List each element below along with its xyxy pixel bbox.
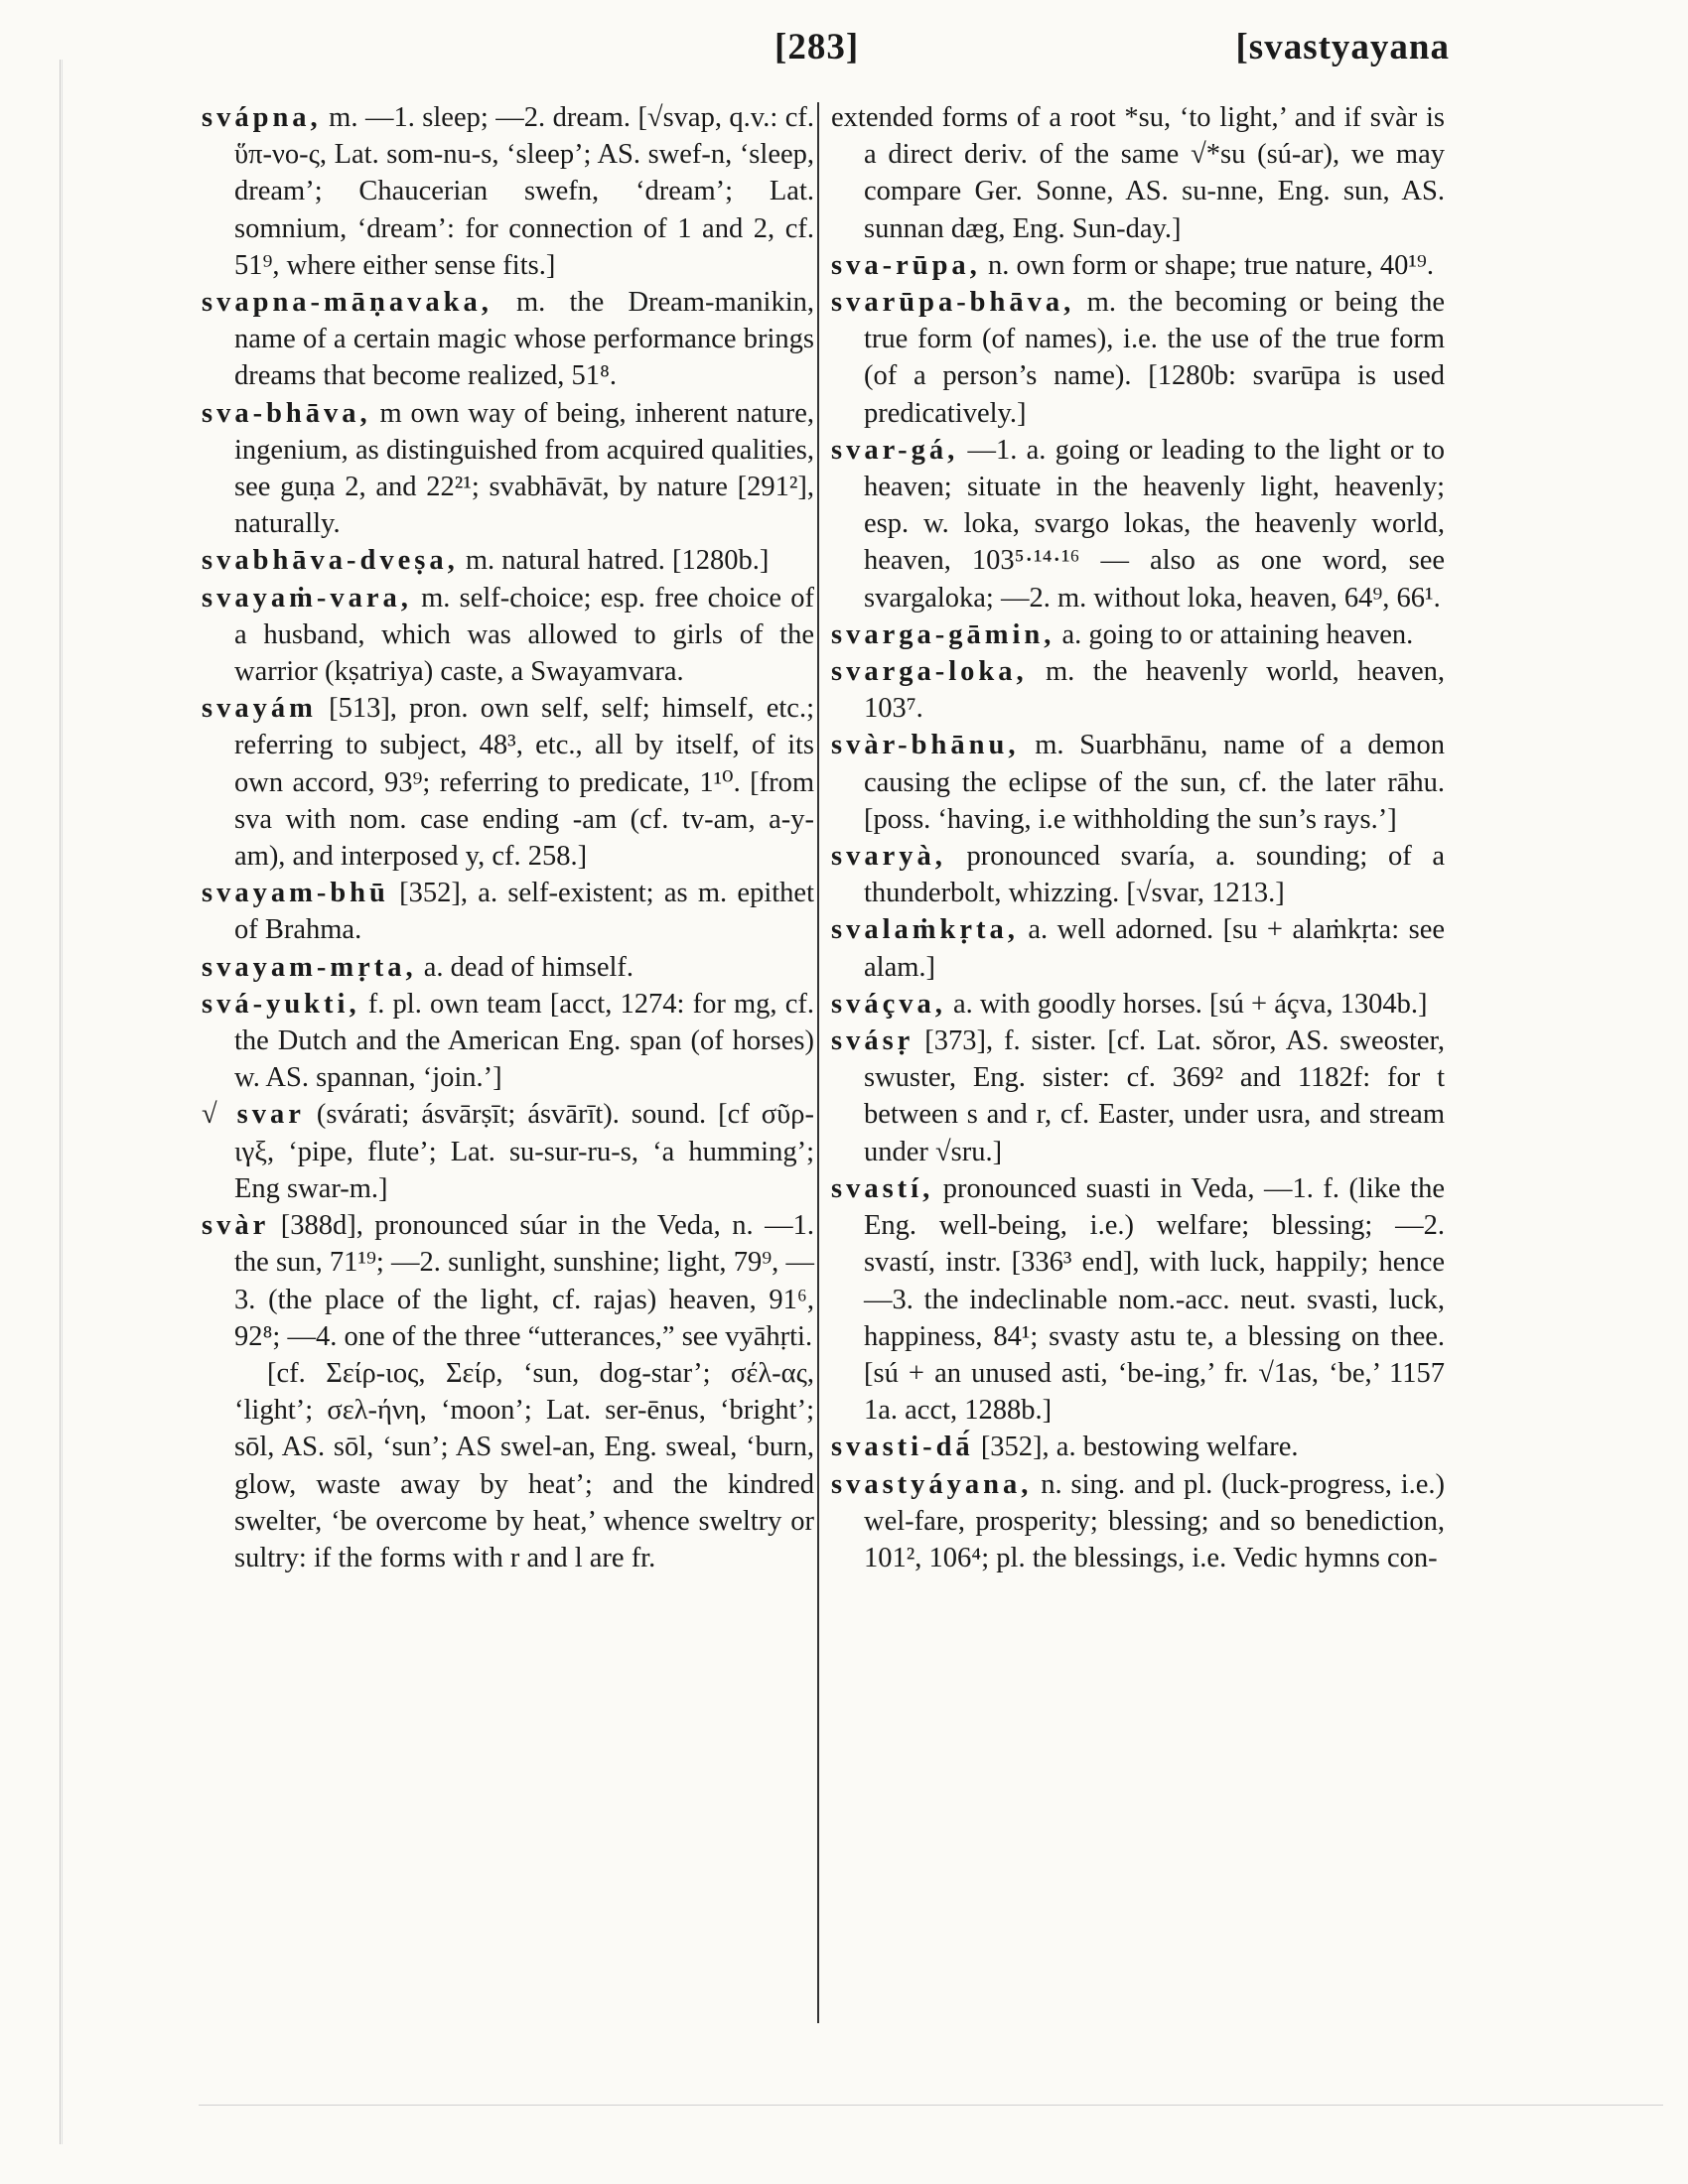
page-number: [283] — [774, 27, 860, 68]
entry-body: [352], a. bestowing welfare. — [973, 1432, 1299, 1463]
entry-body: m. the becoming or being the true form (of names), i.e. the use of the true form (of a person’s name). [1280b: svarūpa is used predicatively.] — [864, 287, 1445, 429]
dictionary-entry — [831, 911, 1445, 985]
dictionary-entry — [831, 1429, 1445, 1465]
headword: svasti-dā́ — [831, 1432, 974, 1463]
headword: svá-yukti, — [202, 988, 360, 1020]
entry-body: —1. a. going or leading to the light or to heaven; situate in the heavenly light, heavenly; esp. w. loka, svargo lokas, the heavenly world, heaven, 103⁵·¹⁴·¹⁶ — also as one word, see svargaloka; —2. m. without loka, heaven, 64⁹, 66¹. — [864, 434, 1445, 614]
entry-body: [352], a. self-existent; as m. epithet of Brahma. — [234, 878, 814, 946]
dictionary-entry — [831, 1170, 1445, 1429]
dictionary-entry — [202, 99, 814, 284]
headword: sváçva, — [831, 988, 946, 1020]
entry-continuation — [831, 99, 1445, 247]
entry-body: m. —1. sleep; —2. dream. [√svap, q.v.: cf. ὕπ-νο-ς, Lat. som-nu-s, ‘sleep’; AS. swef-n, ‘sleep, dream’; Chaucerian swefn, ‘dream’; Lat. somnium, ‘dream’: for connection of 1 and 2, cf. 51⁹, where either sense fits.] — [234, 102, 814, 281]
dictionary-entry — [202, 580, 814, 691]
dictionary-entry — [202, 395, 814, 543]
dictionary-entry — [831, 653, 1445, 727]
entry-subparagraph — [202, 1355, 814, 1576]
dictionary-entry — [202, 1096, 814, 1207]
headword: svastyáyana, — [831, 1468, 1033, 1500]
headword: svayám — [202, 693, 317, 725]
dictionary-entry — [831, 432, 1445, 616]
dictionary-entry — [202, 1207, 814, 1355]
headword: svarga-loka, — [831, 656, 1028, 688]
entry-body: pronounced suasti in Veda, —1. f. (like the Eng. well-being, i.e.) welfare; blessing; —2. svastí, instr. [336³ end], with luck, happily; hence —3. the indeclinable nom.-acc. neut. svasti, luck, happiness, 84¹; svasty astu te, a blessing on thee. [sú + an unused asti, ‘be-ing,’ fr. √1as, ‘be,’ 1157 1a. acct, 1288b.] — [864, 1172, 1445, 1427]
entry-body: m. the heavenly world, heaven, 103⁷. — [864, 656, 1445, 725]
column-divider — [817, 102, 819, 2023]
entry-body: extended forms of a root *su, ‘to light,’ and if svàr is a direct deriv. of the same √*su (sú-ar), we may compare Ger. Sonne, AS. su-nne, Eng. sun, AS. sunnan dæg, Eng. Sun-day.] — [831, 102, 1445, 244]
headword: svàr-bhānu, — [831, 730, 1020, 761]
dictionary-entry — [831, 284, 1445, 432]
right-column — [831, 99, 1445, 1576]
headword: sva-rūpa, — [831, 249, 981, 281]
entry-body: pronounced svaría, a. sounding; of a thunderbolt, whizzing. [√svar, 1213.] — [864, 841, 1445, 909]
headword: svayaṁ-vara, — [202, 582, 412, 614]
headword: sva-bhāva, — [202, 397, 371, 429]
entry-body: a. with goodly horses. [sú + áçva, 1304b.] — [945, 988, 1428, 1020]
dictionary-entry — [831, 247, 1445, 284]
dictionary-entry — [831, 986, 1445, 1023]
scan-binding-line — [60, 60, 61, 2144]
dictionary-entry — [202, 875, 814, 948]
entry-body: [513], pron. own self, self; himself, etc.; referring to subject, 48³, etc., all by itself, of its own accord, 93⁹; referring to predicate, 1¹⁰. [from sva with nom. case ending -am (cf. tv-am, a-y-am), and interposed y, cf. 258.] — [234, 693, 814, 873]
headword: svapna-māṇavaka, — [202, 287, 492, 319]
dictionary-entry — [831, 616, 1445, 653]
headword: svayam-bhū — [202, 878, 389, 909]
dictionary-entry — [831, 727, 1445, 838]
headword: svarūpa-bhāva, — [831, 287, 1075, 319]
entry-body: [373], f. sister. [cf. Lat. sŏror, AS. sweoster, swuster, Eng. sister: cf. 369² and 1182f: for t between s and r, cf. Easter, under usra, and stream under √sru.] — [864, 1025, 1445, 1167]
headword: svastí, — [831, 1172, 934, 1204]
headword: svalaṁkṛta, — [831, 914, 1019, 946]
headword: √ svar — [202, 1099, 305, 1131]
entry-body: n. own form or shape; true nature, 40¹⁹. — [980, 249, 1434, 281]
headword: svayam-mṛta, — [202, 951, 417, 983]
headword: svarga-gāmin, — [831, 618, 1055, 650]
entry-body: a. going to or attaining heaven. — [1055, 618, 1414, 650]
entry-body: m. Suarbhānu, name of a demon causing the eclipse of the sun, cf. the later rāhu. [poss. ‘having, i.e withholding the sun’s rays.’] — [864, 730, 1445, 835]
dictionary-entry — [202, 949, 814, 986]
headword: svásṛ — [831, 1025, 914, 1057]
scan-binding-line-shadow — [62, 60, 63, 2144]
entry-body: m. natural hatred. [1280b.] — [458, 545, 770, 577]
headword: svápna, — [202, 102, 322, 133]
entry-body: [cf. Σείρ-ιος, Σείρ, ‘sun, dog-star’; σέλ-ας, ‘light’; σελ-ήνη, ‘moon’; Lat. ser-ēnus, ‘bright’; sōl, AS. sōl, ‘sun’; AS swel-an, Eng. sweal, ‘burn, glow, waste away by heat’; and the kindred swelter, ‘be overcome by heat,’ whence sweltry or sultry: if the forms with r and l are fr. — [234, 1357, 814, 1573]
headword: svàr — [202, 1210, 270, 1242]
dictionary-entry — [202, 690, 814, 875]
entry-body: [388d], pronounced súar in the Veda, n. —1. the sun, 71¹⁹; —2. sunlight, sunshine; light, 79⁹, —3. (the place of the light, cf. rajas) heaven, 91⁶, 92⁸; —4. one of the three “utterances,” see vyāhṛti. — [234, 1210, 814, 1352]
dictionary-entry — [831, 838, 1445, 911]
headword: svar-gá, — [831, 434, 959, 466]
bottom-rule — [199, 2105, 1663, 2106]
dictionary-entry — [202, 986, 814, 1097]
left-column — [202, 99, 814, 1576]
entry-body: a. well adorned. [su + alaṁkṛta: see alam.] — [864, 914, 1445, 983]
dictionary-entry — [831, 1466, 1445, 1577]
entry-body: m. self-choice; esp. free choice of a husband, which was allowed to girls of the warrior (kṣatriya) caste, a Swayamvara. — [234, 582, 814, 688]
entry-body: a. dead of himself. — [416, 951, 634, 983]
dictionary-entry — [202, 284, 814, 395]
entry-body: m. the Dream-manikin, name of a certain magic whose performance brings dreams that become realized, 51⁸. — [234, 287, 814, 392]
entry-body: n. sing. and pl. (luck-progress, i.e.) wel-fare, prosperity; blessing; and so benediction, 101², 106⁴; pl. the blessings, i.e. Vedic hymns con- — [864, 1468, 1445, 1573]
entry-body: (svárati; ásvārṣīt; ásvārīt). sound. [cf σῦρ-ιγξ, ‘pipe, flute’; Lat. su-sur-ru-s, ‘a humming’; Eng swar-m.] — [234, 1099, 814, 1204]
entry-body: m own way of being, inherent nature, ingenium, as distinguished from acquired qualities, see guṇa 2, and 22²¹; svabhāvāt, by nature [291²], naturally. — [234, 397, 814, 540]
headword: svabhāva-dveṣa, — [202, 545, 459, 577]
dictionary-entry — [831, 1023, 1445, 1170]
dictionary-entry — [202, 542, 814, 579]
running-head: [svastyayana — [1235, 27, 1450, 68]
entry-body: f. pl. own team [acct, 1274: for mg, cf. the Dutch and the American Eng. span (of horses) w. AS. spannan, ‘join.’] — [234, 988, 814, 1094]
headword: svaryà, — [831, 841, 946, 873]
